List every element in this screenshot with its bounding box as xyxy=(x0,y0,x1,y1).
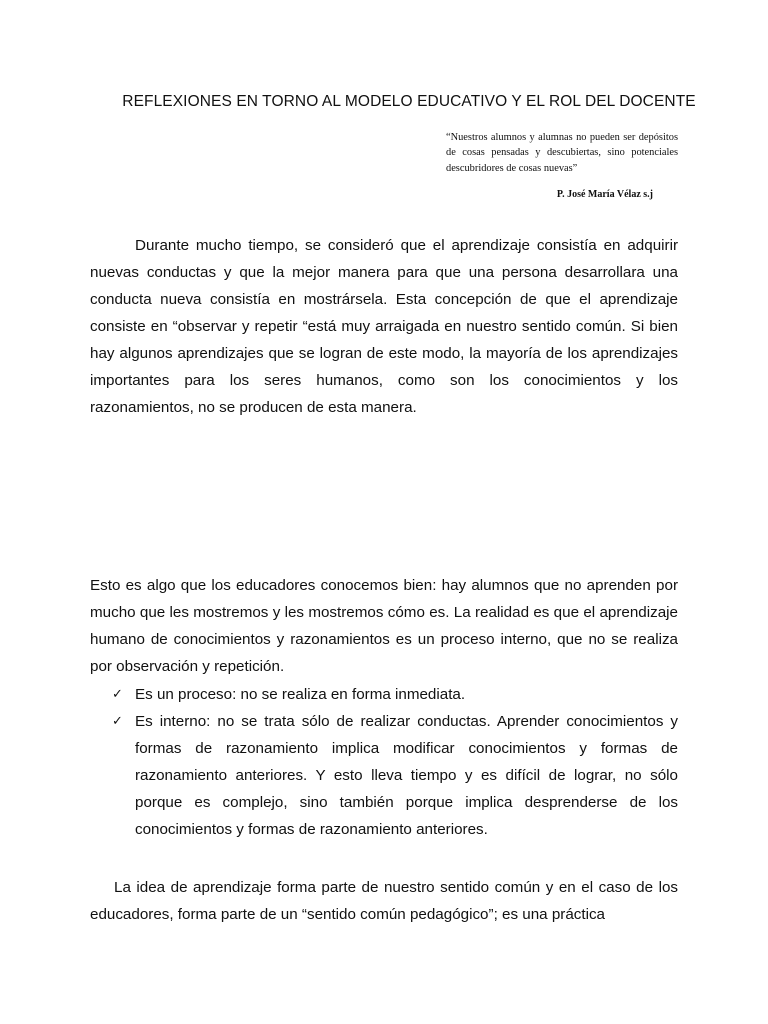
epigraph-author: P. José María Vélaz s.j xyxy=(556,189,653,200)
checklist-item xyxy=(90,681,678,708)
checklist-item-text: Es un proceso: no se realiza en forma inmediata. xyxy=(135,686,466,703)
paragraph-1: Durante mucho tiempo, se consideró que el aprendizaje consistía en adquirir nuevas conductas y que la mejor manera para que una persona desarrollara una conducta nueva consistía en mostrársela. Esta concepción de que el aprendizaje consiste en “observar y repetir “está muy arraigada en nuestro sentido común. Si bien hay algunos aprendizajes que se logran de este modo, la mayoría de los aprendizajes importantes para los seres humanos, como son los conocimientos y los razonamientos, no se producen de esta manera. xyxy=(90,237,678,417)
paragraph-3: La idea de aprendizaje forma parte de nuestro sentido común y en el caso de los educadores, forma parte de un “sentido común pedagógico”; es una práctica xyxy=(90,879,678,924)
checklist-item xyxy=(90,708,678,843)
paragraph-2: Esto es algo que los educadores conocemos bien: hay alumnos que no aprenden por mucho que les mostremos y les mostremos cómo es. La realidad es que el aprendizaje humano de conocimientos y razonamientos es un proceso interno, que no se realiza por observación y repetición. xyxy=(90,577,678,676)
checklist xyxy=(90,681,678,843)
checkmark-icon: ✓ xyxy=(112,687,123,702)
document-title-text: REFLEXIONES EN TORNO AL MODELO EDUCATIVO Y EL ROL DEL DOCENTE xyxy=(122,93,696,110)
document-title xyxy=(0,93,768,111)
checklist-item-text: Es interno: no se trata sólo de realizar conductas. Aprender conocimientos y formas de razonamiento implica modificar conocimientos y formas de razonamiento anteriores. Y esto lleva tiempo y es difícil de lograr, no sólo porque es complejo, sino también porque implica desprenderse de los conocimientos y formas de razonamiento anteriores. xyxy=(135,713,678,838)
checkmark-icon: ✓ xyxy=(112,714,123,729)
epigraph-quote: “Nuestros alumnos y alumnas no pueden ser depósitos de cosas pensadas y descubiertas, sino potenciales descubridores de cosas nuevas” xyxy=(446,132,678,174)
